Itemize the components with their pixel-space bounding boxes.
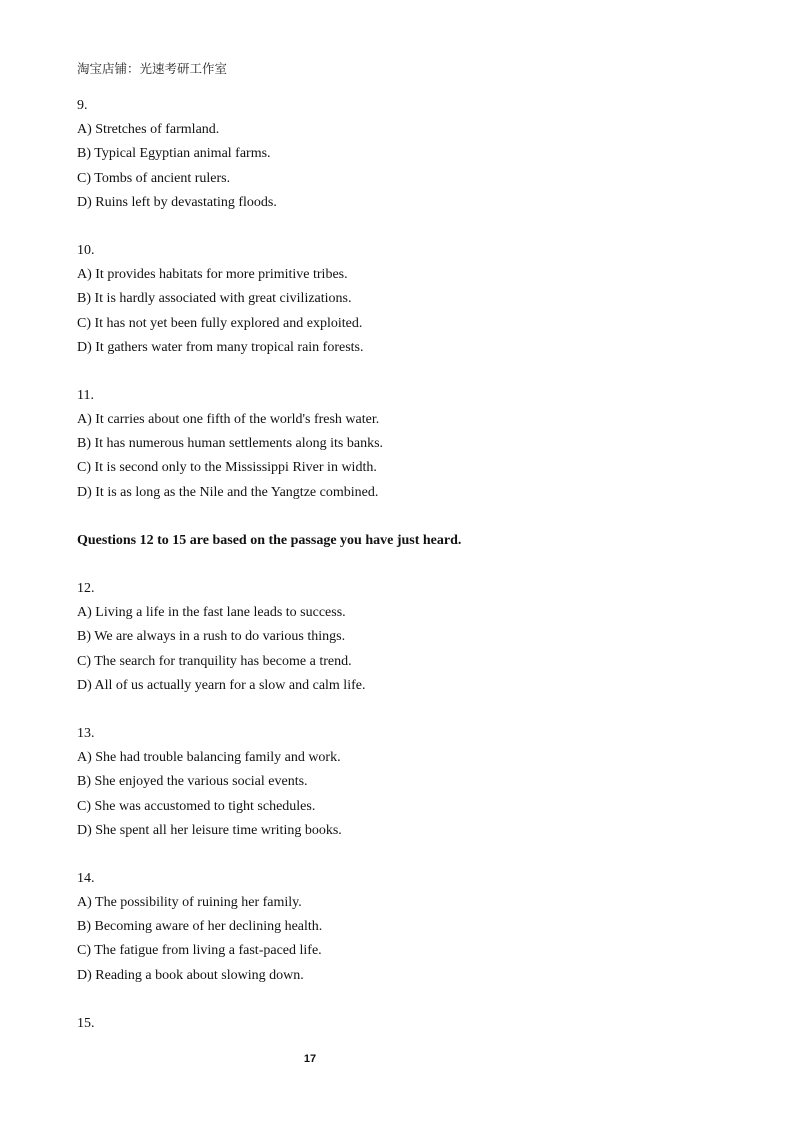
answer-option: C) The search for tranquility has become a trend. [77, 653, 352, 669]
answer-option: B) It is hardly associated with great civilizations. [77, 291, 352, 307]
question-block [77, 867, 757, 988]
answer-option: D) It gathers water from many tropical rain forests. [77, 339, 364, 355]
answer-option: A) She had trouble balancing family and work. [77, 750, 341, 766]
question-block [77, 722, 757, 843]
answer-option: C) Tombs of ancient rulers. [77, 170, 231, 186]
answer-option: C) The fatigue from living a fast-paced life. [77, 943, 322, 959]
answer-option: B) She enjoyed the various social events. [77, 774, 308, 790]
answer-option: B) Typical Egyptian animal farms. [77, 146, 271, 162]
answer-option: A) It provides habitats for more primitive tribes. [77, 267, 348, 283]
question-block [77, 577, 757, 698]
question-group [77, 94, 757, 505]
answer-option: B) Becoming aware of her declining health. [77, 919, 323, 935]
question-number: 9. [77, 98, 88, 113]
answer-option: B) We are always in a rush to do various things. [77, 629, 346, 645]
answer-option: A) Stretches of farmland. [77, 122, 220, 138]
answer-option: D) Ruins left by devastating floods. [77, 194, 277, 210]
question-block [77, 94, 757, 215]
page-number: 17 [303, 1053, 317, 1065]
answer-option: A) It carries about one fifth of the world's fresh water. [77, 412, 380, 428]
question-block [77, 384, 757, 505]
answer-option: A) Living a life in the fast lane leads to success. [77, 605, 346, 621]
section-heading: Questions 12 to 15 are based on the passage you have just heard. [77, 532, 462, 548]
question-number: 14. [77, 870, 95, 886]
page-header: 淘宝店铺：光速考研工作室 [77, 61, 228, 76]
answer-option: D) Reading a book about slowing down. [77, 967, 304, 983]
answer-option: C) It is second only to the Mississippi River in width. [77, 460, 377, 476]
question-block [77, 1012, 757, 1036]
question-group [77, 577, 757, 1036]
question-number: 15. [77, 1015, 95, 1031]
answer-option: D) All of us actually yearn for a slow and calm life. [77, 677, 366, 693]
question-number: 11. [77, 387, 94, 403]
answer-option: B) It has numerous human settlements along its banks. [77, 436, 384, 452]
answer-option: C) She was accustomed to tight schedules. [77, 798, 316, 814]
answer-option: D) She spent all her leisure time writing books. [77, 822, 342, 838]
answer-option: D) It is as long as the Nile and the Yangtze combined. [77, 484, 379, 500]
question-number: 10. [77, 242, 95, 258]
question-block [77, 239, 757, 360]
answer-option: C) It has not yet been fully explored and exploited. [77, 315, 363, 331]
answer-option: A) The possibility of ruining her family. [77, 895, 302, 911]
question-number: 13. [77, 725, 95, 741]
question-list [77, 94, 757, 1060]
question-number: 12. [77, 581, 95, 596]
